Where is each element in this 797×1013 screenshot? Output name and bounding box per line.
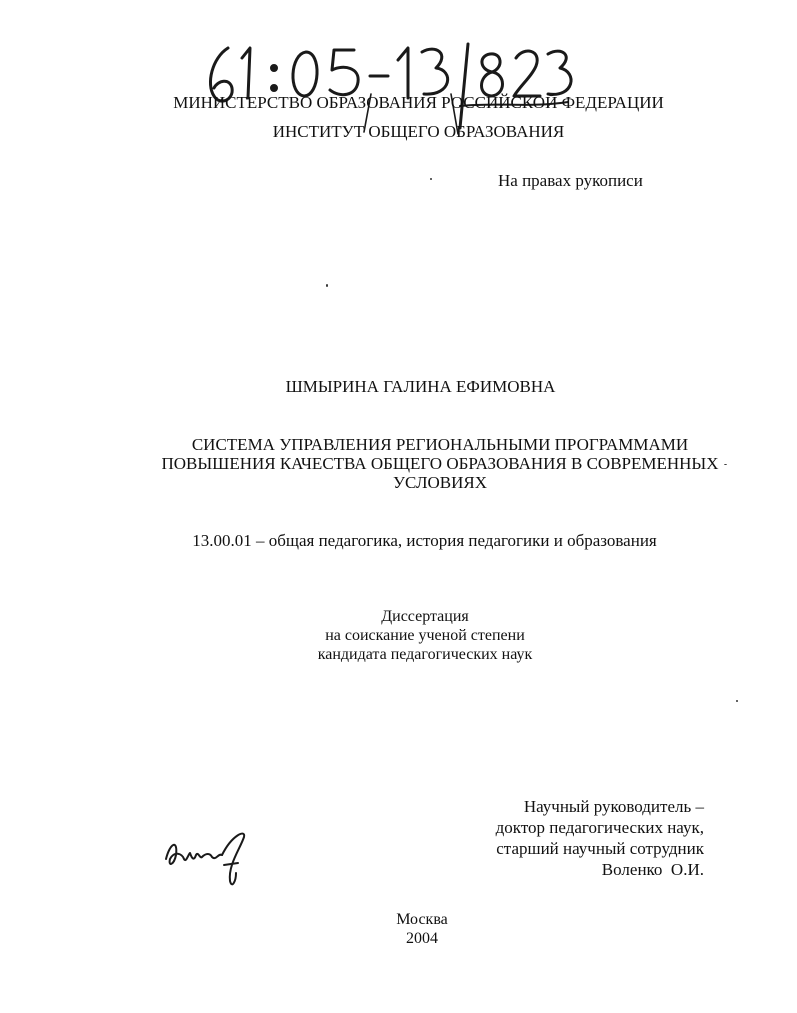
year: 2004 xyxy=(406,930,438,947)
rights-note: На правах рукописи xyxy=(498,171,643,190)
dissertation-title xyxy=(0,435,797,492)
author-name: ШМЫРИНА ГАЛИНА ЕФИМОВНА xyxy=(285,377,556,396)
supervisor-line-4: Воленко О.И. xyxy=(601,860,704,879)
title-line-1: СИСТЕМА УПРАВЛЕНИЯ РЕГИОНАЛЬНЫМИ ПРОГРАММАМИ xyxy=(191,435,689,454)
title-line-2: ПОВЫШЕНИЯ КАЧЕСТВА ОБЩЕГО ОБРАЗОВАНИЯ В СОВРЕМЕННЫХ xyxy=(161,454,719,473)
handwritten-archive-code xyxy=(198,36,578,136)
dissertation-line-3: кандидата педагогических наук xyxy=(317,646,533,663)
supervisor-line-2: доктор педагогических наук, xyxy=(495,818,704,837)
author-signature xyxy=(160,825,255,890)
supervisor-line-1: Научный руководитель – xyxy=(523,797,704,816)
scan-speck xyxy=(326,284,328,287)
institute-heading: ИНСТИТУТ ОБЩЕГО ОБРАЗОВАНИЯ xyxy=(272,122,565,141)
dissertation-line-1: Диссертация xyxy=(381,608,469,625)
supervisor-block xyxy=(496,796,704,880)
title-line-3: УСЛОВИЯХ xyxy=(393,473,487,492)
dissertation-line-2: на соискание ученой степени xyxy=(325,627,525,644)
ministry-heading: МИНИСТЕРСТВО ОБРАЗОВАНИЯ РОССИЙСКОЙ ФЕДЕРАЦИИ xyxy=(173,93,664,112)
dissertation-type xyxy=(0,607,797,664)
city: Москва xyxy=(396,911,448,928)
scan-speck xyxy=(724,464,727,465)
scan-speck xyxy=(430,178,432,180)
scan-speck xyxy=(736,700,738,702)
specialty-code: 13.00.01 – общая педагогика, история педагогики и образования xyxy=(192,531,657,550)
publication-place-year xyxy=(372,910,472,948)
supervisor-line-3: старший научный сотрудник xyxy=(496,839,704,858)
